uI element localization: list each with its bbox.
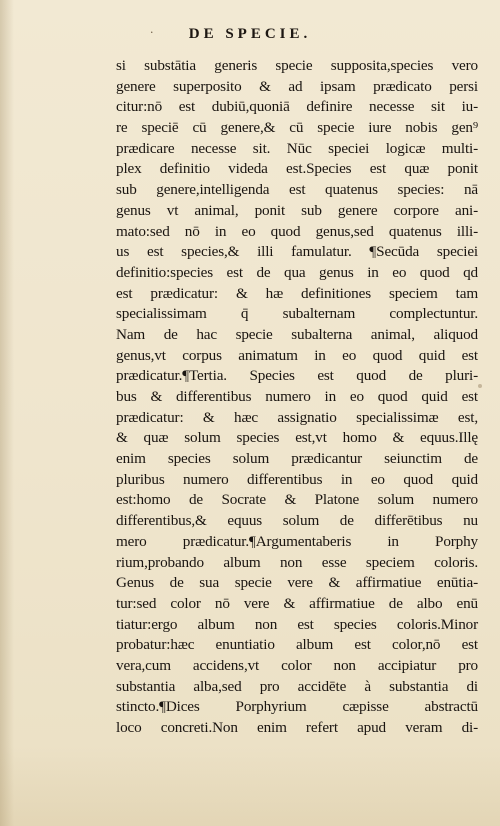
text-line: est:homo de Socrate & Platone solum numero [116, 491, 478, 509]
text-line: si substātia generis specie supposita,species vero [116, 57, 478, 74]
text-line: genus,vt corpus animatum in eo quod quid est [116, 346, 478, 364]
text-line: tur:sed color nō vere & affirmatiue de albo enū [116, 594, 478, 612]
running-head-title: DE SPECIE. [188, 26, 312, 42]
running-head [0, 26, 500, 43]
text-line: sub genere,intelligenda est quatenus species: nā [116, 181, 478, 199]
text-line: prædicatur: & hæc assignatio specialissimæ est, [116, 408, 478, 426]
body-text [116, 56, 478, 739]
text-line: est prædicatur: & hæ definitiones speciem tam [116, 284, 478, 302]
text-line: specialissimam q̄ subalternam complectuntur. [116, 305, 478, 323]
text-line: re speciē cū genere,& cū specie iure nobis gen⁹ [116, 119, 478, 137]
text-line: us est species,& illi famulatur. ¶Secūda speciei [116, 243, 478, 261]
text-line: definitio:species est de qua genus in eo quod qd [116, 263, 478, 281]
text-line: vera,cum accidens,vt color non accipiatur pro [116, 656, 478, 674]
text-line: probatur:hæc enuntiatio album est color,nō est [116, 636, 478, 654]
text-line: mero prædicatur.¶Argumentaberis in Porphy [116, 532, 478, 550]
text-line: bus & differentibus numero in eo quod quid est [116, 388, 478, 405]
text-line: citur:nō est dubiū,quoniā definire necesse sit iu- [116, 98, 478, 116]
paper-stain [0, 746, 500, 826]
text-line: tiatur:ergo album non est species coloris.Minor [116, 615, 478, 633]
text-line: plex definitio videda est.Species est quæ ponit [116, 160, 478, 178]
text-line: rium,probando album non esse speciem coloris. [116, 553, 478, 571]
text-line: Genus de sua specie vere & affirmatiue enūtia- [116, 574, 478, 592]
text-line: prædicatur.¶Tertia. Species est quod de pluri- [116, 367, 478, 385]
text-line: enim species solum prædicantur seiunctim de [116, 450, 478, 468]
text-line: mato:sed nō in eo quod genus,sed quatenus illi- [116, 222, 478, 240]
text-line: & quæ solum species est,vt homo & equus.Illę [116, 429, 478, 447]
running-head-mark: · [150, 26, 154, 39]
ink-speck [478, 384, 482, 388]
text-line: Nam de hac specie subalterna animal, aliquod [116, 325, 478, 343]
text-line: pluribus numero differentibus in eo quod quid [116, 470, 478, 488]
gutter-shadow [0, 0, 14, 826]
text-line: stincto.¶Dices Porphyrium cæpisse abstractū [116, 698, 478, 716]
text-line: genus vt animal, ponit sub genere corpore ani- [116, 201, 478, 219]
text-line: prædicare necesse sit. Nūc speciei logicæ multi- [116, 139, 478, 157]
text-line: substantia alba,sed pro accidēte à substantia di [116, 677, 478, 695]
text-line: differentibus,& equus solum de differētibus nu [116, 512, 478, 530]
text-line: loco concreti.Non enim refert apud veram di- [116, 719, 478, 736]
text-line: genere superposito & ad ipsam prædicato persi [116, 77, 478, 95]
